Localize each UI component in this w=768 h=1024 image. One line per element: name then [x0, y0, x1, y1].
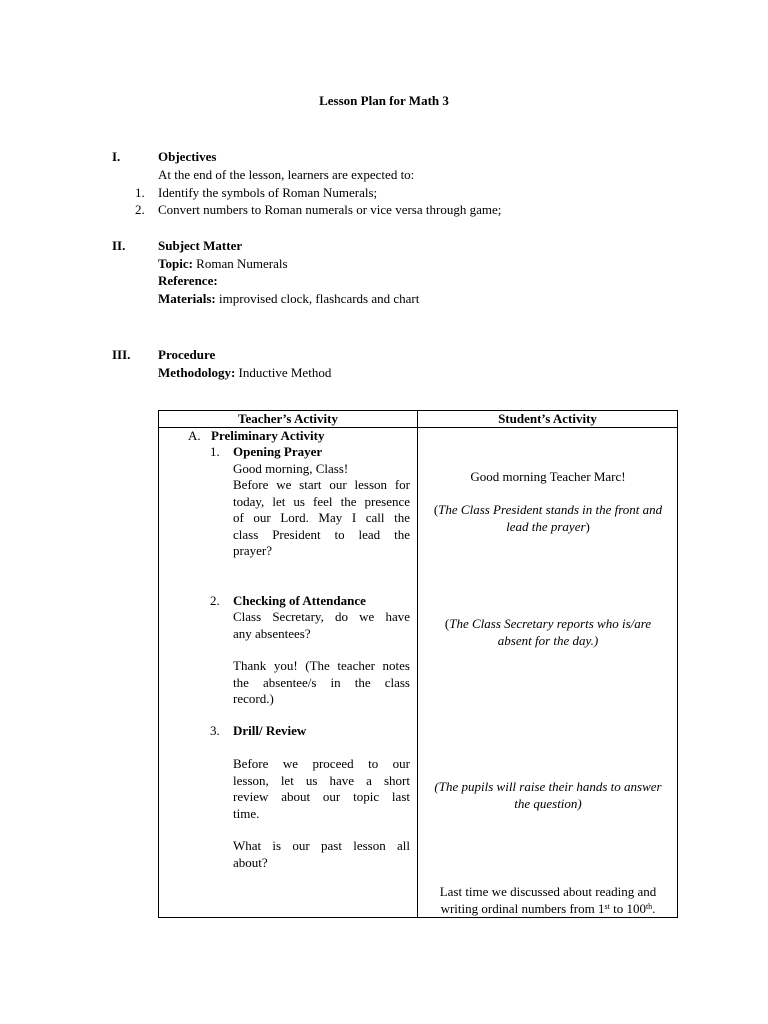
- drill-text: [233, 756, 410, 822]
- objective-item: Convert numbers to Roman numerals or vice versa through game;: [158, 202, 502, 217]
- ordinal-suffix: st: [604, 901, 610, 911]
- paren: (: [433, 502, 439, 517]
- text-line: lesson, let us have a short: [233, 772, 410, 788]
- text-line: any absentees?: [233, 625, 311, 641]
- pupils-response: [418, 779, 678, 812]
- text-line: time.: [233, 805, 260, 821]
- secretary-response: [418, 616, 678, 649]
- text-line: review about our topic last: [233, 789, 410, 804]
- student-activity-header: Student’s Activity: [418, 411, 678, 428]
- text-line: about?: [233, 854, 268, 870]
- item-number: 2.: [210, 593, 220, 608]
- president-response: [418, 502, 678, 535]
- text-line: (The pupils will raise their hands to answer: [434, 779, 662, 794]
- drill-review-heading: Drill/ Review: [233, 723, 307, 738]
- objectives-intro: At the end of the lesson, learners are expected to:: [158, 167, 415, 182]
- text-line: [418, 502, 678, 519]
- text-line: [418, 901, 678, 918]
- answer-text: .: [652, 900, 656, 916]
- teacher-activity-header: Teacher’s Activity: [159, 411, 418, 428]
- paren: (: [444, 616, 450, 631]
- topic-label: Topic:: [158, 256, 193, 271]
- student-greeting: Good morning Teacher Marc!: [470, 469, 626, 484]
- item-number: 3.: [210, 723, 220, 738]
- attendance-heading: Checking of Attendance: [233, 593, 366, 608]
- text-line: Before we proceed to our: [233, 756, 410, 771]
- section-heading-objectives: Objectives: [158, 149, 217, 164]
- text-line: of our Lord. May I call the: [233, 510, 410, 525]
- topic-value: Roman Numerals: [196, 256, 288, 271]
- methodology-value: Inductive Method: [238, 365, 332, 380]
- objective-number: 1.: [135, 185, 145, 200]
- methodology-line: [158, 364, 331, 381]
- section-numeral-procedure: III.: [112, 347, 131, 362]
- materials-label: Materials:: [158, 291, 216, 306]
- topic-line: [158, 255, 288, 272]
- objective-item: Identify the symbols of Roman Numerals;: [158, 185, 378, 200]
- item-number: 1.: [210, 444, 220, 459]
- italic-text: The Class President stands in the front and: [438, 502, 663, 517]
- objective-number: 2.: [135, 202, 145, 217]
- document-title: Lesson Plan for Math 3: [319, 93, 449, 108]
- text-line: [418, 519, 678, 536]
- text-line: the question): [514, 795, 582, 811]
- text-line: the absentee/s in the class: [233, 674, 410, 690]
- preliminary-activity-heading: Preliminary Activity: [211, 428, 325, 443]
- italic-text: The Class Secretary reports who is/are: [449, 616, 652, 631]
- section-heading-procedure: Procedure: [158, 347, 216, 362]
- text-line: today, let us feel the presence: [233, 493, 410, 509]
- text-line: prayer?: [233, 543, 272, 558]
- section-heading-subject-matter: Subject Matter: [158, 238, 243, 253]
- table-header-row: [159, 411, 678, 428]
- italic-text: lead the prayer: [506, 518, 586, 534]
- reference-label: Reference:: [158, 273, 218, 288]
- past-lesson-answer: [418, 884, 678, 917]
- table-row: [159, 428, 678, 918]
- paren: ): [585, 518, 590, 534]
- section-letter: A.: [188, 428, 201, 443]
- opening-prayer-heading: Opening Prayer: [233, 444, 323, 459]
- text-line: Last time we discussed about reading and: [439, 884, 657, 899]
- teacher-activity-cell: [159, 428, 418, 918]
- attendance-text: [233, 609, 410, 642]
- text-line: Thank you! (The teacher notes: [233, 658, 410, 673]
- question-text: [233, 838, 410, 871]
- text-line: absent for the day.): [497, 632, 599, 648]
- text-line: record.): [233, 691, 274, 706]
- text-line: Class Secretary, do we have: [233, 609, 410, 624]
- student-activity-cell: [418, 428, 678, 918]
- text-line: Before we start our lesson for: [233, 477, 410, 492]
- methodology-label: Methodology:: [158, 365, 236, 380]
- opening-prayer-text: [233, 477, 410, 560]
- materials-line: [158, 290, 419, 307]
- answer-text: to 100: [609, 900, 646, 916]
- section-numeral-objectives: I.: [112, 149, 121, 164]
- thanks-text: [233, 658, 410, 708]
- section-numeral-subject-matter: II.: [112, 238, 126, 253]
- text-line: What is our past lesson all: [233, 838, 410, 853]
- text-line: class President to lead the: [233, 526, 410, 542]
- ordinal-suffix: th: [645, 901, 653, 911]
- activity-table: [158, 410, 678, 918]
- answer-text: writing ordinal numbers from 1: [440, 900, 605, 916]
- text-line: [418, 616, 678, 633]
- materials-value: improvised clock, flashcards and chart: [219, 291, 420, 306]
- teacher-greeting: Good morning, Class!: [233, 461, 349, 476]
